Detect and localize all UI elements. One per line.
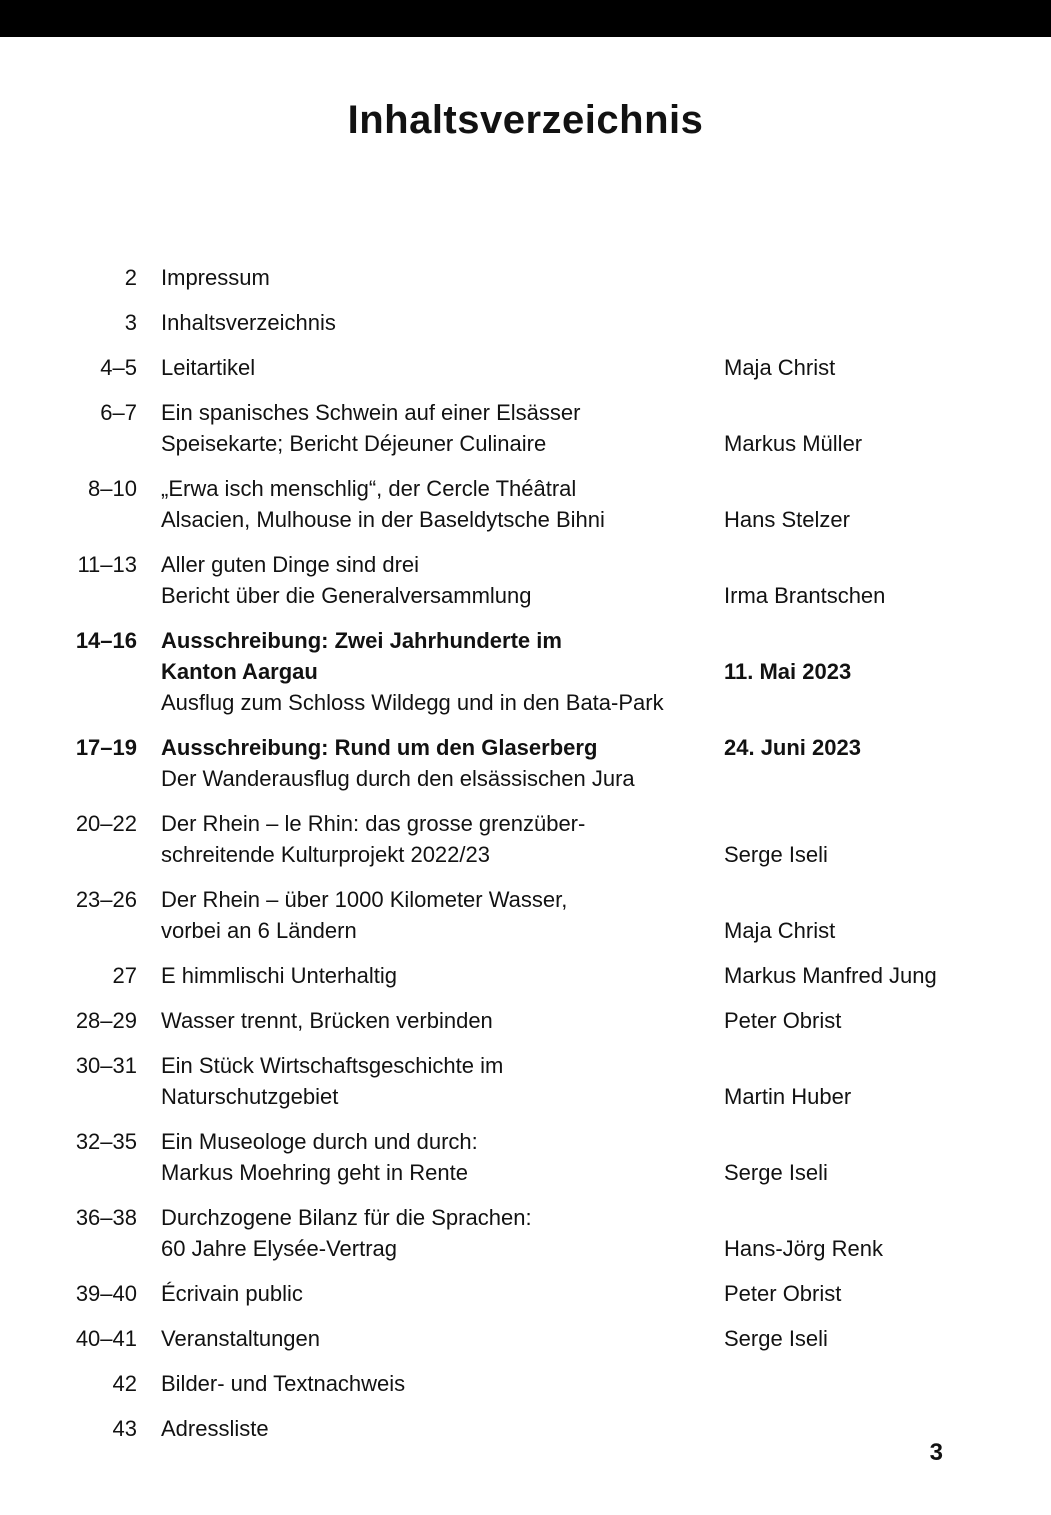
entry-author: Hans Stelzer [724,507,850,532]
entry-title [161,732,700,794]
entry-title-line: Markus Moehring geht in Rente [161,1160,468,1185]
entry-author-column [724,1278,1051,1309]
entry-title-line: Impressum [161,265,270,290]
toc-entry [0,473,1051,535]
entry-author-column [724,549,1051,611]
entry-author-empty [724,763,1051,794]
entry-author-column [724,397,1051,459]
entry-author: Markus Müller [724,431,863,456]
entry-page-range: 11–13 [77,552,137,577]
entry-author: 11. Mai 2023 [724,659,852,684]
toc-entry [0,307,1051,338]
entry-title [161,1202,700,1264]
entry-title [161,352,700,383]
entry-author-column [724,1126,1051,1188]
entry-title-line: Bilder- und Textnachweis [161,1371,406,1396]
entry-author-empty [724,1126,1051,1157]
entry-author-empty [724,1413,1051,1444]
entry-title-line: Ein Stück Wirtschaftsgeschichte im [161,1053,504,1078]
entry-author-empty [724,884,1051,915]
entry-author-column [724,625,1051,718]
entry-title [161,1368,700,1399]
toc-entry [0,549,1051,611]
entry-author-column [724,262,1051,293]
page-number: 3 [929,1439,943,1466]
entry-author: Maja Christ [724,355,836,380]
entry-title [161,397,700,459]
toc-entry [0,1323,1051,1354]
entry-author: Serge Iseli [724,1326,828,1351]
toc-entry [0,732,1051,794]
entry-page-range: 4–5 [100,355,137,380]
entry-page-range: 3 [124,310,137,335]
entry-title-line: Aller guten Dinge sind drei [161,552,420,577]
entry-page-range: 17–19 [75,735,137,760]
entry-page-range: 2 [124,265,137,290]
toc-entry [0,884,1051,946]
entry-title-line: E himmlischi Unterhaltig [161,963,397,988]
top-black-bar [0,0,1051,37]
entry-title-line: Veranstaltungen [161,1326,321,1351]
entry-title-line: Ein Museologe durch und durch: [161,1129,478,1154]
entry-title-line: 60 Jahre Elysée-Vertrag [161,1236,398,1261]
entry-author: Hans-Jörg Renk [724,1236,883,1261]
toc-entry [0,352,1051,383]
entry-title-line: Inhaltsverzeichnis [161,310,336,335]
entry-author-column [724,1323,1051,1354]
entry-title-line: Der Rhein – le Rhin: das grosse grenzüber- [161,811,586,836]
entry-title-line: Ausschreibung: Rund um den Glaserberg [161,735,598,760]
entry-title [161,1050,700,1112]
entry-author-empty [724,687,1051,718]
entry-author-empty [724,1050,1051,1081]
entry-author: Irma Brantschen [724,583,886,608]
entry-title [161,307,700,338]
entry-author-column [724,473,1051,535]
entry-author: Maja Christ [724,918,836,943]
entry-page-range: 36–38 [75,1205,137,1230]
page-title: Inhaltsverzeichnis [347,98,704,142]
entry-page-range: 43 [112,1416,137,1441]
toc-entry [0,1413,1051,1444]
toc-entry [0,1005,1051,1036]
entry-title [161,1413,700,1444]
entry-page-range: 32–35 [75,1129,137,1154]
entry-page-range: 28–29 [75,1008,137,1033]
entry-author: Peter Obrist [724,1008,842,1033]
entry-author: Peter Obrist [724,1281,842,1306]
entry-author-empty [724,397,1051,428]
entry-author: Markus Manfred Jung [724,963,937,988]
entry-author-column [724,732,1051,794]
entry-page-range: 30–31 [75,1053,137,1078]
entry-author-empty [724,1202,1051,1233]
entry-title-line: Der Rhein – über 1000 Kilometer Wasser, [161,887,568,912]
entry-page-range: 20–22 [75,811,137,836]
entry-title-line: Écrivain public [161,1281,303,1306]
entry-author-empty [724,473,1051,504]
entry-title-line: Ausschreibung: Zwei Jahrhunderte im [161,628,562,653]
entry-author-empty [724,549,1051,580]
toc-entry [0,1202,1051,1264]
entry-title [161,808,700,870]
entry-author: Martin Huber [724,1084,852,1109]
entry-page-range: 27 [112,963,137,988]
entry-author-column [724,1050,1051,1112]
toc-entry [0,1368,1051,1399]
entry-title-line: schreitende Kulturprojekt 2022/23 [161,842,490,867]
entry-author-column [724,1413,1051,1444]
entry-author-empty [724,808,1051,839]
toc-list [0,262,1051,1458]
entry-author: Serge Iseli [724,842,828,867]
entry-title [161,1323,700,1354]
entry-title-line: Leitartikel [161,355,256,380]
toc-entry [0,1278,1051,1309]
entry-title [161,625,700,718]
entry-author: Serge Iseli [724,1160,828,1185]
entry-author-column [724,808,1051,870]
entry-title-line: Naturschutzgebiet [161,1084,339,1109]
entry-author-column [724,1368,1051,1399]
entry-title-line: Adressliste [161,1416,269,1441]
entry-title-line: Der Wanderausflug durch den elsässischen Jura [161,766,635,791]
entry-author-column [724,960,1051,991]
entry-title-line: Speisekarte; Bericht Déjeuner Culinaire [161,431,547,456]
entry-page-range: 39–40 [75,1281,137,1306]
entry-title-line: „Erwa isch menschlig“, der Cercle Théâtral [161,476,577,501]
toc-entry [0,808,1051,870]
entry-title [161,262,700,293]
entry-title-line: Ausflug zum Schloss Wildegg und in den Bata-Park [161,690,664,715]
toc-entry [0,625,1051,718]
entry-title-line: Kanton Aargau [161,659,318,684]
entry-title [161,1278,700,1309]
entry-title-line: Alsacien, Mulhouse in der Baseldytsche Bihni [161,507,605,532]
entry-title-line: Bericht über die Generalversammlung [161,583,532,608]
entry-author-column [724,352,1051,383]
entry-author-column [724,1005,1051,1036]
entry-author-empty [724,307,1051,338]
entry-page-range: 23–26 [75,887,137,912]
entry-page-range: 8–10 [88,476,137,501]
entry-author-empty [724,1368,1051,1399]
entry-author: 24. Juni 2023 [724,735,861,760]
entry-author-empty [724,625,1051,656]
entry-title [161,960,700,991]
entry-title-line: vorbei an 6 Ländern [161,918,357,943]
entry-author-column [724,1202,1051,1264]
entry-title [161,1126,700,1188]
entry-title [161,1005,700,1036]
toc-entry [0,1050,1051,1112]
entry-title-line: Wasser trennt, Brücken verbinden [161,1008,493,1033]
entry-author-column [724,307,1051,338]
entry-author-empty [724,262,1051,293]
entry-title-line: Ein spanisches Schwein auf einer Elsässer [161,400,581,425]
toc-entry [0,960,1051,991]
toc-entry [0,1126,1051,1188]
toc-entry [0,262,1051,293]
toc-entry [0,397,1051,459]
entry-title-line: Durchzogene Bilanz für die Sprachen: [161,1205,532,1230]
entry-title [161,884,700,946]
entry-title [161,473,700,535]
entry-title [161,549,700,611]
entry-author-column [724,884,1051,946]
entry-page-range: 14–16 [75,628,137,653]
entry-page-range: 42 [112,1371,137,1396]
entry-page-range: 40–41 [75,1326,137,1351]
entry-page-range: 6–7 [100,400,137,425]
